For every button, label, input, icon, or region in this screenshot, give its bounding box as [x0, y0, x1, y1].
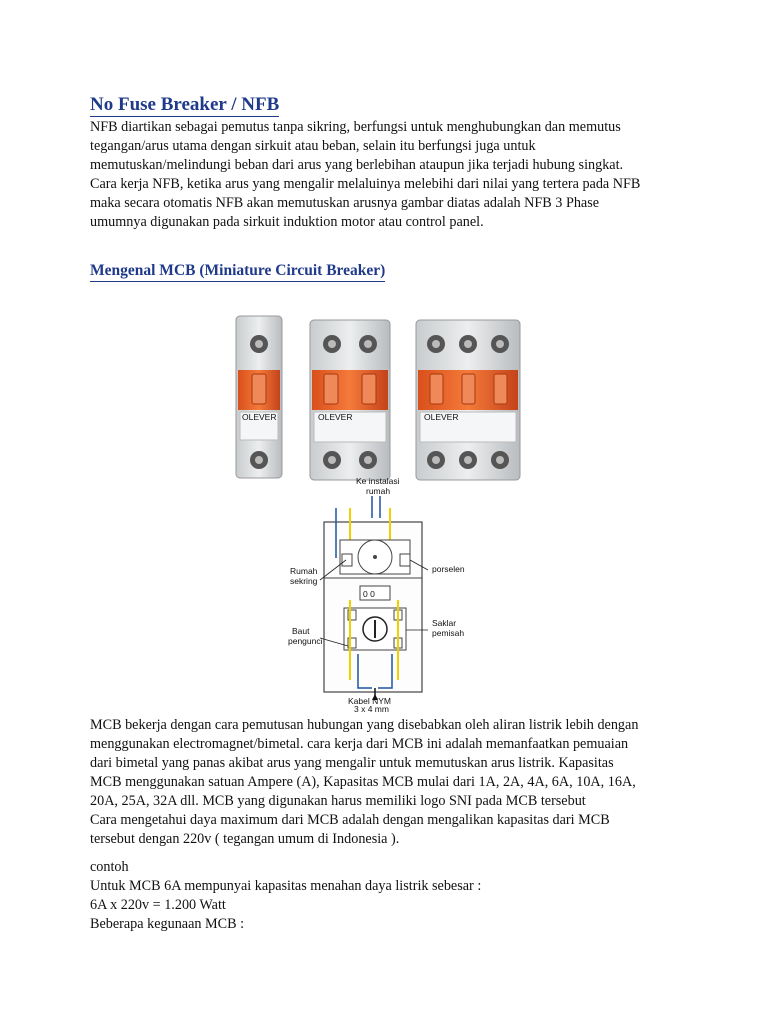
text-line: maka secara otomatis NFB akan memutuskan arusnya gambar diatas adalah NFB 3 Phase: [90, 195, 600, 211]
label-rumah-sekring-2: sekring: [290, 576, 318, 586]
text-line: memutuskan/melindungi beban dari arus yang berlebihan ataupun jika terjadi hubung singkat.: [90, 157, 624, 173]
label-rumah: rumah: [366, 486, 391, 496]
text-line: umumnya digunakan pada sirkuit induktion motor atau control panel.: [90, 214, 484, 230]
text-line: dari bimetal yang panas akibat arus yang mengalir untuk memutuskan arus listrik. Kapasitas: [90, 755, 614, 771]
kwh-meter-wiring-diagram: [288, 476, 465, 712]
brand-label: OLEVER: [242, 412, 277, 422]
mcb-2-pole: [310, 320, 390, 480]
label-saklar-pemisah-2: pemisah: [432, 628, 465, 638]
text-line: MCB menggunakan satuan Ampere (A), Kapasitas MCB mulai dari 1A, 2A, 4A, 6A, 10A, 16A,: [90, 774, 636, 790]
text-line: NFB diartikan sebagai pemutus tanpa sikring, berfungsi untuk menghubungkan dan memutus: [90, 119, 621, 135]
example-paragraph: [90, 858, 690, 934]
brand-label: OLEVER: [318, 412, 353, 422]
mcb-1-pole: [236, 316, 282, 478]
label-rumah-sekring-1: Rumah: [290, 566, 318, 576]
label-baut-pengunci-2: pengunci: [288, 636, 323, 646]
text-line: Cara kerja NFB, ketika arus yang mengalir melaluinya melebihi dari nilai yang tertera pada NFB: [90, 176, 641, 192]
label-porselen: porselen: [432, 564, 465, 574]
label-saklar-pemisah-1: Saklar: [432, 618, 457, 628]
mcb-3-pole: [416, 320, 520, 480]
mcb-illustration: [232, 308, 532, 712]
nfb-paragraph: [90, 118, 690, 232]
text-line: Untuk MCB 6A mempunyai kapasitas menahan daya listrik sebesar :: [90, 878, 482, 894]
label-kabel-nym: Kabel NYM: [348, 696, 391, 706]
brand-label: OLEVER: [424, 412, 459, 422]
svg-text:0 0: 0 0: [363, 589, 375, 599]
mcb-paragraph: [90, 716, 690, 849]
text-line: MCB bekerja dengan cara pemutusan hubungan yang disebabkan oleh aliran listrik lebih dengan: [90, 717, 639, 733]
text-line: 20A, 25A, 32A dll. MCB yang digunakan harus memiliki logo SNI pada MCB tersebut: [90, 793, 586, 809]
label-ke-instalasi: Ke instalasi: [356, 476, 400, 486]
text-line: menggunakan electromagnet/bimetal. cara kerja dari MCB ini adalah memanfaatkan pemuaian: [90, 736, 629, 752]
label-baut-pengunci-1: Baut: [292, 626, 310, 636]
text-line: contoh: [90, 859, 129, 875]
text-line: tersebut dengan 220v ( tegangan umum di Indonesia ).: [90, 831, 400, 847]
label-kabel-size: 3 x 4 mm: [354, 704, 389, 712]
mcb-figure: [232, 308, 532, 712]
text-line: Beberapa kegunaan MCB :: [90, 916, 245, 932]
mcb-heading-link[interactable]: Mengenal MCB (Miniature Circuit Breaker): [90, 261, 385, 282]
nfb-heading[interactable]: No Fuse Breaker / NFB: [90, 94, 280, 115]
text-line: Cara mengetahui daya maximum dari MCB adalah dengan mengalikan kapasitas dari MCB: [90, 812, 610, 828]
text-line: tegangan/arus utama dengan sirkuit atau beban, selain itu berfungsi juga untuk: [90, 138, 536, 154]
text-line: 6A x 220v = 1.200 Watt: [90, 897, 226, 913]
